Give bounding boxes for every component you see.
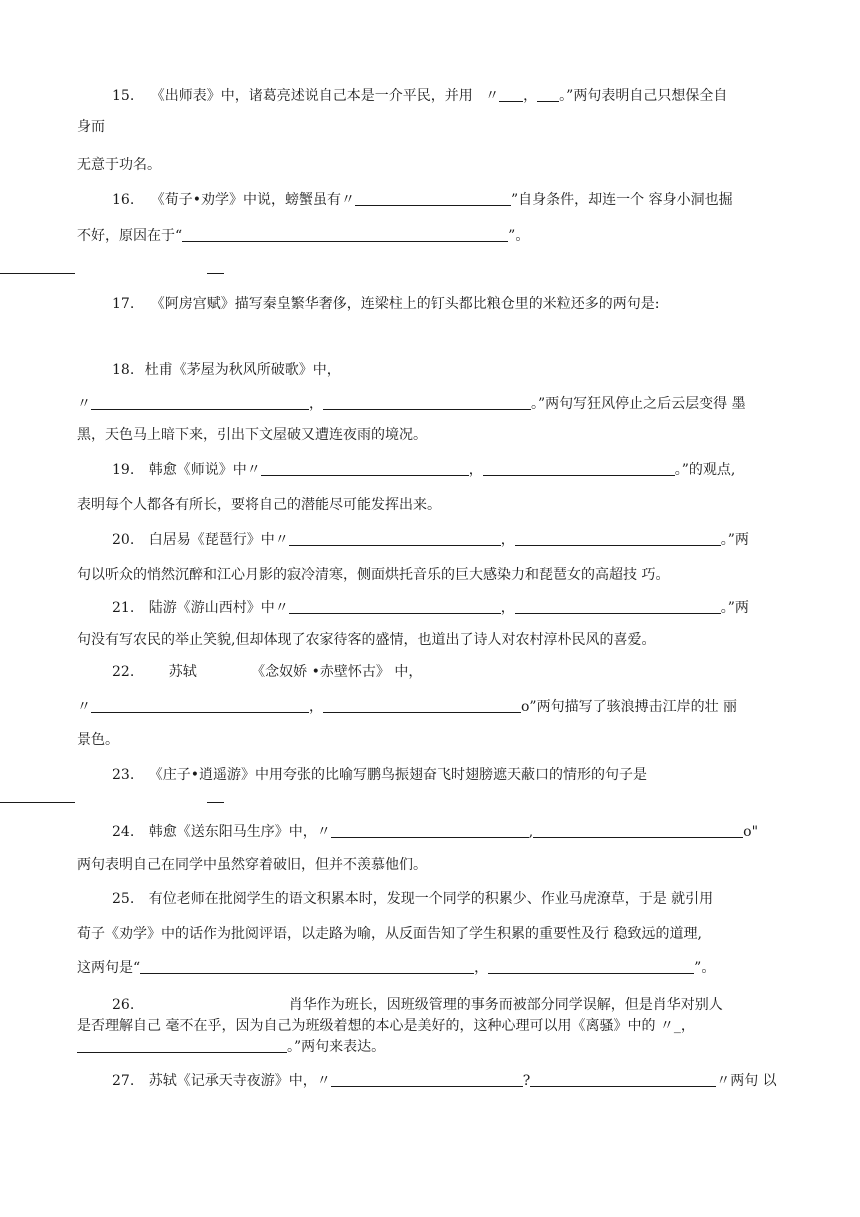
separator-rule-short bbox=[207, 273, 224, 274]
q27-blank-2[interactable] bbox=[530, 1072, 716, 1087]
q25-line1: 25. 有位老师在批阅学生的语文积累本时，发现一个同学的积累少、作业马虎潦草，于是 就引用 bbox=[112, 891, 714, 907]
q16-number: 16. bbox=[112, 192, 135, 208]
q15-line2: 身而 bbox=[77, 119, 105, 135]
q24-blank-1[interactable] bbox=[331, 823, 529, 838]
q27-line1: 27. 苏轼《记承天寺夜游》中，〃 ? 〃两句 以 bbox=[112, 1073, 777, 1089]
q19-blank-2[interactable] bbox=[483, 461, 675, 476]
q20-number: 20. bbox=[112, 532, 135, 548]
separator-rule bbox=[0, 273, 75, 274]
q22-number: 22. bbox=[112, 664, 135, 680]
q21-number: 21. bbox=[112, 600, 135, 616]
q18-blank-2[interactable] bbox=[323, 395, 531, 410]
q18-line3: 黑，天色马上暗下来，引出下文屋破又遭连夜雨的境况。 bbox=[77, 427, 427, 443]
q21-blank-1[interactable] bbox=[289, 599, 501, 614]
q18-line1: 18. 杜甫《茅屋为秋风所破歌》中， bbox=[112, 362, 341, 378]
q27-blank-1[interactable] bbox=[331, 1072, 523, 1087]
q22-line3: 景色。 bbox=[77, 732, 119, 748]
q21-line1: 21. 陆游《游山西村》中〃 ， 。”两 bbox=[112, 600, 749, 616]
q22-blank-2[interactable] bbox=[323, 698, 521, 713]
q25-line3: 这两句是“ ， ”。 bbox=[77, 960, 716, 976]
q20-line2: 句以听众的悄然沉醉和江心月影的寂冷清寒，侧面烘托音乐的巨大感染力和琵琶女的高超技 巧。 bbox=[77, 567, 670, 583]
q26-number: 26. bbox=[112, 997, 135, 1013]
q24-number: 24. bbox=[112, 824, 135, 840]
q23-line1: 23. 《庄子•逍遥游》中用夸张的比喻写鹏鸟振翅奋飞时翅膀遮天蔽口的情形的句子是 bbox=[112, 767, 647, 783]
q27-number: 27. bbox=[112, 1073, 135, 1089]
q21-blank-2[interactable] bbox=[515, 599, 721, 614]
q26-line3: 。”两句来表达。 bbox=[77, 1038, 786, 1058]
q18-number: 18. bbox=[112, 362, 135, 378]
q23-number: 23. bbox=[112, 767, 135, 783]
q25-blank-1[interactable] bbox=[140, 959, 474, 974]
q26-line2: 是否理解自己 毫不在乎，因为自己为班级着想的本心是美好的，这种心理可以用《离骚》中的 〃_， bbox=[77, 1018, 695, 1034]
separator-rule-2-short bbox=[207, 802, 224, 803]
q25-line2: 荀子《劝学》中的话作为批阅评语，以走路为喻，从反面告知了学生积累的重要性及行 稳致远的道理, bbox=[77, 926, 702, 942]
q16-line1: 16. 《荀子•劝学》中说，螃蟹虽有〃 ”自身条件，却连一个 容身小洞也掘 bbox=[112, 192, 733, 208]
q15-text: 《出师表》中，诸葛亮述说自己本是一介平民，并用 bbox=[150, 88, 473, 104]
q16-line2: 不好，原因在于“ ”。 bbox=[77, 228, 530, 244]
q19-blank-1[interactable] bbox=[261, 461, 469, 476]
q18-blank-1[interactable] bbox=[91, 395, 309, 410]
q19-number: 19. bbox=[112, 462, 135, 478]
q20-blank-1[interactable] bbox=[289, 531, 501, 546]
q24-line2: 两句表明自己在同学中虽然穿着破旧，但并不羡慕他们。 bbox=[77, 857, 427, 873]
q22-line2: 〃 ， o”两句描写了骇浪搏击江岸的壮 丽 bbox=[77, 699, 738, 715]
q15-line1: 15. 《出师表》中，诸葛亮述说自己本是一介平民，并用 〃 ， 。”两句表明自己只想保全自 bbox=[112, 88, 728, 104]
q22-blank-1[interactable] bbox=[91, 698, 309, 713]
q16-blank-1[interactable] bbox=[355, 191, 511, 206]
q18-line2: 〃 ， 。”两句写狂风停止之后云层变得 墨 bbox=[77, 396, 746, 412]
q15-number: 15. bbox=[112, 88, 135, 104]
q16-blank-2[interactable] bbox=[182, 227, 508, 242]
q26-line1: 26. 肖华作为班长，因班级管理的事务而被部分同学误解，但是肖华对别人 bbox=[112, 997, 723, 1013]
q19-line2: 表明每个人都各有所长，要将自己的潜能尽可能发挥出来。 bbox=[77, 497, 441, 513]
q20-blank-2[interactable] bbox=[515, 531, 721, 546]
q17-number: 17. bbox=[112, 296, 135, 312]
q25-blank-2[interactable] bbox=[488, 959, 694, 974]
q24-line1: 24. 韩愈《送东阳马生序》中，〃 , o" bbox=[112, 824, 759, 840]
q17-line1: 17. 《阿房宫赋》描写秦皇繁华奢侈，连梁柱上的钉头都比粮仓里的米粒还多的两句是: bbox=[112, 296, 660, 312]
q20-line1: 20. 白居易《琵琶行》中〃 ， 。”两 bbox=[112, 532, 749, 548]
q15-blank-1[interactable] bbox=[499, 87, 523, 102]
q26-blank-1[interactable] bbox=[77, 1038, 287, 1053]
q19-line1: 19. 韩愈《师说》中〃 ， 。”的观点, bbox=[112, 462, 736, 478]
separator-rule-2 bbox=[0, 802, 75, 803]
q22-line1: 22. 苏轼 《念奴娇 •赤壁怀古》 中， bbox=[112, 664, 423, 680]
q24-blank-2[interactable] bbox=[533, 823, 743, 838]
q25-number: 25. bbox=[112, 891, 135, 907]
q15-blank-2[interactable] bbox=[537, 87, 559, 102]
q21-line2: 句没有写农民的举止笑貌,但却体现了农家待客的盛情，也道出了诗人对农村淳朴民风的喜爱。 bbox=[77, 632, 656, 648]
q15-line3: 无意于功名。 bbox=[77, 157, 161, 173]
